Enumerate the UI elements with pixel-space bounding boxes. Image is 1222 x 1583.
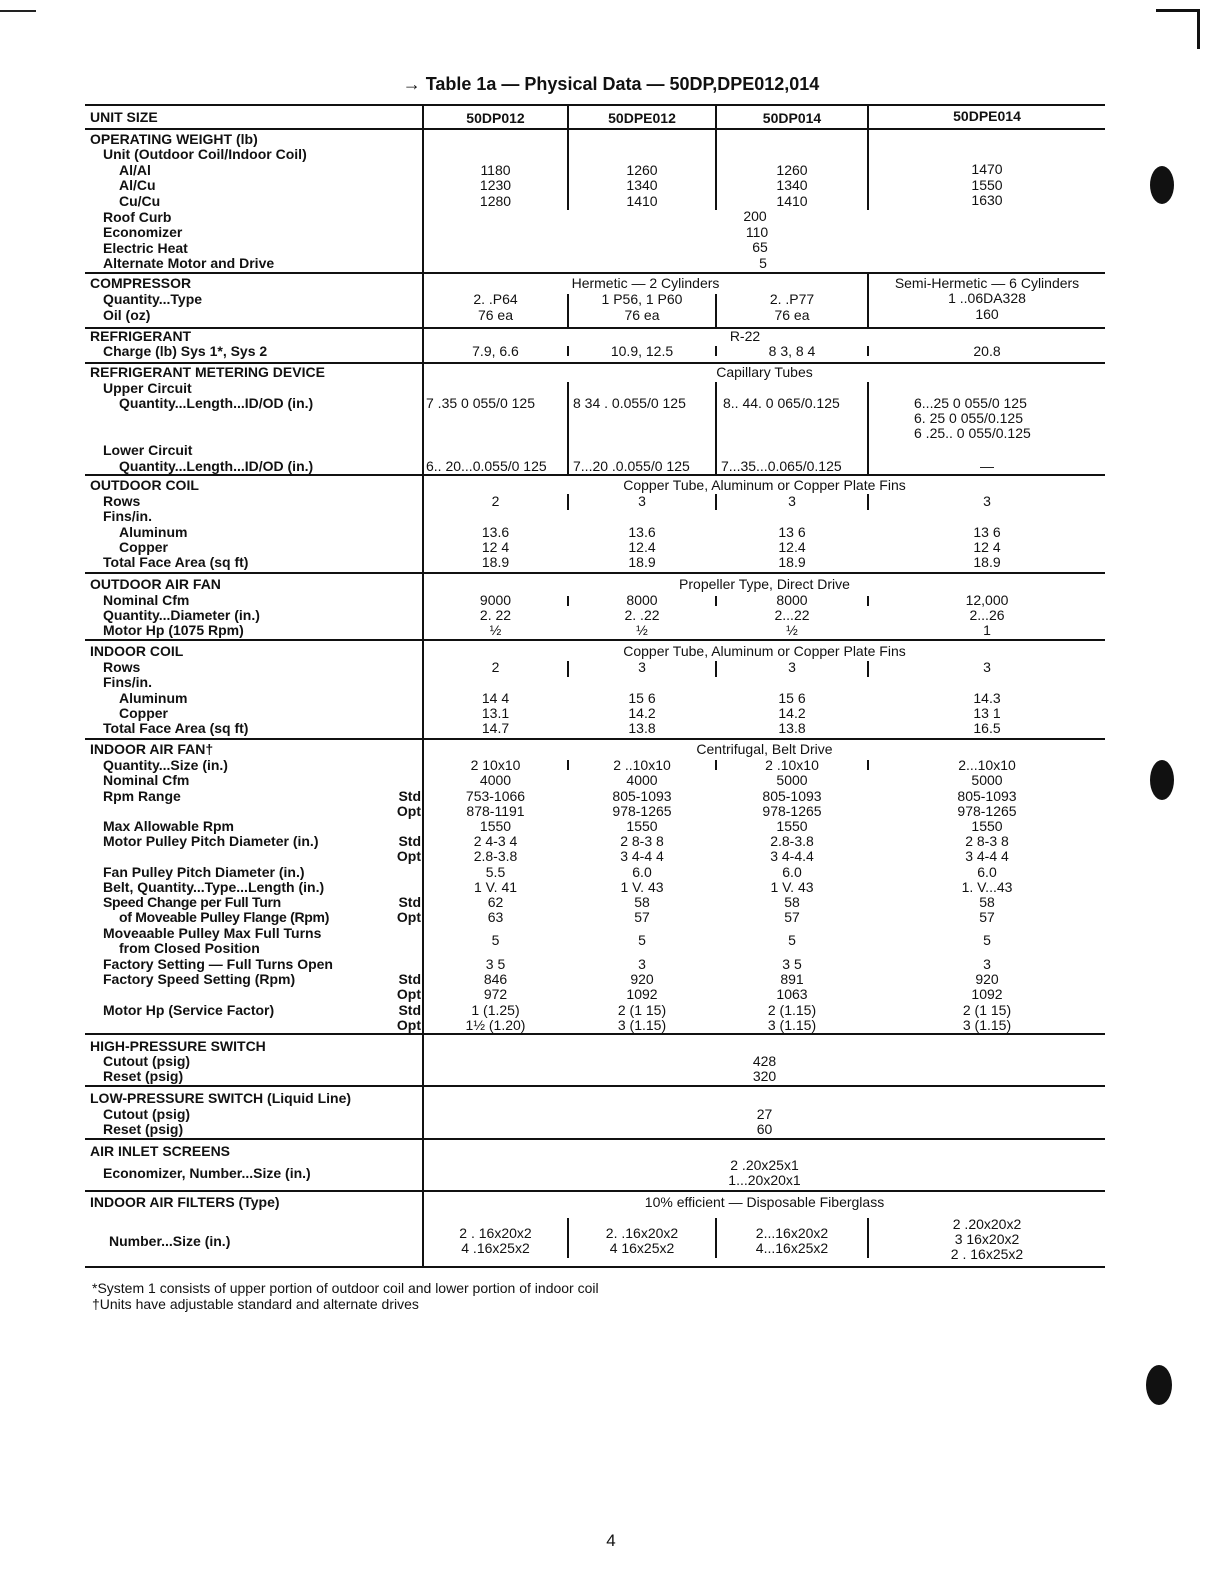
cell: 13.8 bbox=[778, 720, 806, 736]
cell: 12 4 bbox=[481, 539, 510, 555]
row-label: Total Face Area (sq ft) bbox=[103, 554, 249, 570]
cell: 62 bbox=[487, 894, 504, 910]
span-cell: Capillary Tubes bbox=[716, 364, 813, 380]
cell: 15 6 bbox=[778, 690, 806, 706]
row-label: Aluminum bbox=[119, 524, 188, 540]
cell: 14.2 bbox=[628, 705, 656, 721]
row-label: Speed Change per Full Turn bbox=[103, 894, 281, 910]
column-header: 50DPE014 bbox=[953, 108, 1021, 124]
cell: 3 4-4 4 bbox=[965, 848, 1009, 864]
cell: 3 4-4 4 bbox=[620, 848, 664, 864]
cell: 63 bbox=[487, 909, 504, 925]
cell: 1470 bbox=[971, 161, 1003, 177]
cell: 13.8 bbox=[628, 720, 656, 736]
section-heading: LOW-PRESSURE SWITCH (Liquid Line) bbox=[90, 1090, 352, 1106]
span-cell: Copper Tube, Aluminum or Copper Plate Fins bbox=[623, 477, 906, 493]
cell: 1 P56, 1 P60 bbox=[601, 291, 683, 307]
cell: 320 bbox=[752, 1068, 777, 1084]
opt-marker: Opt bbox=[396, 986, 421, 1002]
cell: 972 bbox=[483, 986, 508, 1002]
cell: 18.9 bbox=[973, 554, 1001, 570]
cell: 846 bbox=[483, 971, 508, 987]
cell: 878-1191 bbox=[466, 803, 525, 819]
cell: 2...10x10 bbox=[958, 757, 1016, 773]
span-cell: Semi-Hermetic — 6 Cylinders bbox=[894, 275, 1080, 291]
cell: 2. .P64 bbox=[473, 291, 518, 307]
cell: 2...16x20x2 bbox=[755, 1225, 829, 1241]
cell: 57 bbox=[979, 909, 995, 925]
cell: 7.9, 6.6 bbox=[472, 343, 519, 359]
cell: 6. 25 0 055/0.125 bbox=[914, 410, 1023, 426]
section-heading: INDOOR AIR FILTERS (Type) bbox=[90, 1194, 280, 1210]
cell: 13.6 bbox=[628, 524, 656, 540]
row-label: Nominal Cfm bbox=[103, 592, 190, 608]
row-label: Motor Hp (1075 Rpm) bbox=[103, 622, 244, 638]
cell: 3 bbox=[638, 659, 646, 675]
cell: 920 bbox=[975, 971, 999, 987]
span-cell: R-22 bbox=[729, 328, 761, 344]
cell: 58 bbox=[784, 894, 800, 910]
row-label: of Moveable Pulley Flange (Rpm) bbox=[119, 909, 330, 925]
cell: — bbox=[980, 458, 994, 474]
cell: 2 . 16x25x2 bbox=[950, 1246, 1024, 1262]
table-rule bbox=[85, 1190, 1105, 1192]
cell: 76 ea bbox=[774, 307, 810, 323]
row-label: Fins/in. bbox=[103, 674, 152, 690]
span-cell: Copper Tube, Aluminum or Copper Plate Fins bbox=[623, 643, 906, 659]
cell: 15 6 bbox=[628, 690, 656, 706]
cell: 1260 bbox=[776, 162, 808, 178]
cell: 160 bbox=[975, 306, 999, 322]
opt-marker: Opt bbox=[396, 848, 421, 864]
cell: 2.8-3.8 bbox=[770, 833, 814, 849]
section-heading: OUTDOOR AIR FAN bbox=[90, 576, 221, 592]
row-label: Fins/in. bbox=[103, 508, 152, 524]
cell: 20.8 bbox=[973, 343, 1001, 359]
cell: 4...16x25x2 bbox=[755, 1240, 829, 1256]
cell: 18.9 bbox=[628, 554, 656, 570]
cell: 8 34 . 0.055/0 125 bbox=[573, 395, 686, 411]
cell: 4000 bbox=[626, 772, 658, 788]
cell: 12.4 bbox=[628, 539, 656, 555]
span-cell: Centrifugal, Belt Drive bbox=[696, 741, 833, 757]
table-rule bbox=[85, 474, 1105, 476]
cell: 2.8-3.8 bbox=[473, 848, 518, 864]
cell: 891 bbox=[780, 971, 804, 987]
table-rule bbox=[85, 1266, 1105, 1268]
table-rule bbox=[85, 1033, 1105, 1035]
cell: 4 .16x25x2 bbox=[461, 1240, 530, 1256]
opt-marker: Opt bbox=[396, 803, 421, 819]
cell: 6.0 bbox=[782, 864, 802, 880]
cell: 753-1066 bbox=[465, 788, 526, 804]
punch-hole-icon bbox=[1146, 1365, 1172, 1405]
physical-data-table bbox=[85, 104, 1105, 1268]
opt-marker: Opt bbox=[396, 909, 421, 925]
cell: 3 16x20x2 bbox=[954, 1231, 1020, 1247]
row-label: Motor Pulley Pitch Diameter (in.) bbox=[103, 833, 319, 849]
cell: 3 (1.15) bbox=[617, 1017, 667, 1033]
cell: 8000 bbox=[626, 592, 658, 608]
row-label: Economizer, Number...Size (in.) bbox=[103, 1165, 311, 1181]
cell: 3 bbox=[788, 659, 796, 675]
cell: 1092 bbox=[971, 986, 1003, 1002]
span-cell: 10% efficient — Disposable Fiberglass bbox=[644, 1194, 885, 1210]
cell: 7 .35 0 055/0 125 bbox=[426, 395, 535, 411]
cell: 4 16x25x2 bbox=[609, 1240, 675, 1256]
cell: 8.. 44. 0 065/0.125 bbox=[723, 395, 840, 411]
column-header: 50DP014 bbox=[762, 110, 822, 126]
cell: 1 ..06DA328 bbox=[948, 290, 1026, 306]
cell: 1630 bbox=[971, 192, 1003, 208]
cell: 3 bbox=[983, 659, 991, 675]
row-label: Cutout (psig) bbox=[103, 1053, 191, 1069]
section-heading: REFRIGERANT bbox=[90, 328, 192, 344]
std-marker: Std bbox=[398, 971, 421, 987]
row-label: from Closed Position bbox=[119, 940, 260, 956]
row-label: Moveaable Pulley Max Full Turns bbox=[103, 925, 322, 941]
cell: 27 bbox=[756, 1106, 773, 1122]
cell: 2 (1 15) bbox=[962, 1002, 1012, 1018]
cell: 5000 bbox=[776, 772, 808, 788]
cell: 2 (1 15) bbox=[617, 1002, 667, 1018]
cell: 3 (1.15) bbox=[767, 1017, 817, 1033]
cell: 5000 bbox=[971, 772, 1003, 788]
cell: 1550 bbox=[971, 177, 1003, 193]
cell: 3 bbox=[788, 493, 796, 509]
row-label: Rows bbox=[103, 493, 141, 509]
cell: 1180 bbox=[480, 162, 511, 178]
table-rule bbox=[85, 639, 1105, 641]
cell: 1550 bbox=[776, 818, 808, 834]
cell: 978-1265 bbox=[957, 803, 1017, 819]
table-rule bbox=[85, 327, 1105, 329]
cell: 200 bbox=[743, 208, 767, 224]
cell: 12 4 bbox=[973, 539, 1001, 555]
row-label: Quantity...Length...ID/OD (in.) bbox=[119, 395, 314, 411]
row-label: Copper bbox=[119, 705, 168, 721]
scan-corner-mark-vertical bbox=[1197, 9, 1200, 49]
punch-hole-icon bbox=[1150, 166, 1174, 204]
column-header: 50DPE012 bbox=[608, 110, 676, 126]
cell: 57 bbox=[784, 909, 800, 925]
row-label: Total Face Area (sq ft) bbox=[103, 720, 249, 736]
cell: 8000 bbox=[776, 592, 808, 608]
table-title: → Table 1a — Physical Data — 50DP,DPE012,014 bbox=[402, 74, 820, 94]
cell: 1063 bbox=[776, 986, 808, 1002]
punch-hole-icon bbox=[1150, 760, 1174, 800]
table-rule bbox=[85, 128, 1105, 130]
cell: 2 8-3 8 bbox=[620, 833, 664, 849]
row-label: Max Allowable Rpm bbox=[103, 818, 234, 834]
cell: 13.1 bbox=[481, 705, 510, 721]
cell: 3 bbox=[638, 493, 646, 509]
span-cell: Propeller Type, Direct Drive bbox=[679, 576, 850, 592]
cell: 5 bbox=[638, 932, 646, 948]
cell: 1550 bbox=[971, 818, 1003, 834]
cell: 3 4-4.4 bbox=[770, 848, 814, 864]
section-heading: OUTDOOR COIL bbox=[90, 477, 199, 493]
row-label: Upper Circuit bbox=[103, 380, 192, 396]
cell: 2 8-3 8 bbox=[965, 833, 1009, 849]
cell: ½ bbox=[636, 622, 648, 638]
cell: 6.0 bbox=[977, 864, 997, 880]
cell: 14 4 bbox=[481, 690, 510, 706]
row-label: Cutout (psig) bbox=[103, 1106, 191, 1122]
cell: 1 V. 41 bbox=[473, 879, 518, 895]
row-label: Fan Pulley Pitch Diameter (in.) bbox=[103, 864, 305, 880]
cell: 3 bbox=[983, 493, 991, 509]
row-label: Unit (Outdoor Coil/Indoor Coil) bbox=[103, 146, 307, 162]
row-label: Lower Circuit bbox=[103, 442, 193, 458]
cell: 2 bbox=[491, 493, 500, 509]
cell: 13 6 bbox=[778, 524, 806, 540]
cell: 16.5 bbox=[973, 720, 1001, 736]
span-cell: Hermetic — 2 Cylinders bbox=[571, 275, 720, 291]
row-label: Rows bbox=[103, 659, 141, 675]
section-heading: INDOOR AIR FAN† bbox=[90, 741, 214, 757]
row-label: Quantity...Size (in.) bbox=[103, 757, 228, 773]
row-label: Al/Cu bbox=[119, 177, 156, 193]
cell: 2 10x10 bbox=[470, 757, 521, 773]
cell: 805-1093 bbox=[957, 788, 1017, 804]
cell: 58 bbox=[634, 894, 650, 910]
cell: 1260 bbox=[626, 162, 658, 178]
cell: 1280 bbox=[479, 193, 512, 209]
cell: 2...26 bbox=[969, 607, 1005, 623]
section-heading: OPERATING WEIGHT (lb) bbox=[90, 131, 258, 147]
table-rule bbox=[85, 572, 1105, 574]
cell: 65 bbox=[752, 239, 768, 255]
cell: 6.0 bbox=[632, 864, 652, 880]
cell: 1230 bbox=[479, 177, 512, 193]
cell: 6 .25.. 0 055/0.125 bbox=[914, 425, 1031, 441]
std-marker: Std bbox=[398, 788, 421, 804]
cell: 4000 bbox=[479, 772, 512, 788]
row-label: Copper bbox=[119, 539, 168, 555]
section-heading: COMPRESSOR bbox=[90, 275, 192, 291]
cell: 3 5 bbox=[485, 956, 506, 972]
cell: 1. V...43 bbox=[961, 879, 1013, 895]
footnote: †Units have adjustable standard and alternate drives bbox=[92, 1296, 419, 1312]
cell: 13.6 bbox=[481, 524, 510, 540]
cell: 2 4-3 4 bbox=[473, 833, 518, 849]
table-rule bbox=[85, 1138, 1105, 1140]
cell: 2. .P77 bbox=[769, 291, 815, 307]
cell: 5 bbox=[491, 932, 500, 948]
cell: 57 bbox=[634, 909, 650, 925]
cell: 12,000 bbox=[965, 592, 1009, 608]
section-heading: AIR INLET SCREENS bbox=[90, 1143, 231, 1159]
row-label: Reset (psig) bbox=[103, 1068, 184, 1084]
cell: 805-1093 bbox=[762, 788, 822, 804]
cell: 1092 bbox=[626, 986, 658, 1002]
cell: 2 bbox=[491, 659, 500, 675]
cell: 1 bbox=[983, 622, 991, 638]
cell: 978-1265 bbox=[612, 803, 672, 819]
row-label: Quantity...Diameter (in.) bbox=[103, 607, 260, 623]
cell: 6.. 20...0.055/0 125 bbox=[426, 458, 547, 474]
cell: 2 .10x10 bbox=[765, 757, 819, 773]
cell: 805-1093 bbox=[612, 788, 672, 804]
row-label: Factory Setting — Full Turns Open bbox=[103, 956, 333, 972]
std-marker: Std bbox=[398, 894, 421, 910]
cell: 5.5 bbox=[485, 864, 506, 880]
cell: 1...20x20x1 bbox=[728, 1172, 801, 1188]
row-label: Al/Al bbox=[119, 162, 151, 178]
scan-rule-top-left bbox=[0, 10, 36, 12]
cell: 9000 bbox=[479, 592, 512, 608]
cell: 18.9 bbox=[481, 554, 510, 570]
section-heading: HIGH-PRESSURE SWITCH bbox=[90, 1038, 266, 1054]
row-label: Roof Curb bbox=[103, 209, 172, 225]
row-label: Alternate Motor and Drive bbox=[103, 255, 275, 271]
cell: 978-1265 bbox=[762, 803, 822, 819]
row-label: Oil (oz) bbox=[103, 307, 151, 323]
page-number: 4 bbox=[606, 1531, 616, 1550]
cell: 920 bbox=[630, 971, 654, 987]
scan-corner-mark bbox=[1156, 9, 1200, 12]
cell: 7...20 .0.055/0 125 bbox=[573, 458, 690, 474]
cell: 3 bbox=[638, 956, 646, 972]
cell: 58 bbox=[979, 894, 995, 910]
cell: 76 ea bbox=[477, 307, 514, 323]
row-label: Quantity...Type bbox=[103, 291, 203, 307]
row-label: Motor Hp (Service Factor) bbox=[103, 1002, 275, 1018]
row-label: Cu/Cu bbox=[119, 193, 161, 209]
cell: 76 ea bbox=[624, 307, 660, 323]
cell: 14.2 bbox=[778, 705, 806, 721]
cell: 1½ (1.20) bbox=[465, 1017, 526, 1033]
cell: 8 3, 8 4 bbox=[768, 343, 816, 359]
cell: ½ bbox=[786, 622, 798, 638]
cell: 3 5 bbox=[782, 956, 802, 972]
cell: 2. .22 bbox=[624, 607, 660, 623]
cell: 1410 bbox=[776, 193, 808, 209]
cell: 60 bbox=[756, 1121, 773, 1137]
cell: 5 bbox=[983, 932, 991, 948]
cell: 5 bbox=[759, 255, 767, 271]
section-heading: INDOOR COIL bbox=[90, 643, 184, 659]
row-label: Belt, Quantity...Type...Length (in.) bbox=[103, 879, 325, 895]
cell: 18.9 bbox=[778, 554, 806, 570]
cell: 5 bbox=[788, 932, 796, 948]
table-rule bbox=[85, 738, 1105, 740]
section-heading: REFRIGERANT METERING DEVICE bbox=[90, 364, 325, 380]
cell: 2 . 16x20x2 bbox=[459, 1225, 532, 1241]
cell: 3 (1.15) bbox=[962, 1017, 1012, 1033]
row-label: Factory Speed Setting (Rpm) bbox=[103, 971, 296, 987]
row-label: Electric Heat bbox=[103, 240, 188, 256]
row-label: Economizer bbox=[103, 224, 183, 240]
col-divider bbox=[715, 382, 717, 476]
opt-marker: Opt bbox=[396, 1017, 421, 1033]
cell: 6...25 0 055/0 125 bbox=[914, 395, 1027, 411]
cell: 1 V. 43 bbox=[620, 879, 664, 895]
cell: 2. 22 bbox=[479, 607, 512, 623]
cell: 14.3 bbox=[973, 690, 1001, 706]
cell: 1340 bbox=[776, 177, 808, 193]
cell: 110 bbox=[745, 224, 769, 240]
cell: 1340 bbox=[626, 177, 658, 193]
cell: 10.9, 12.5 bbox=[610, 343, 674, 359]
cell: 2 .20x25x1 bbox=[730, 1157, 799, 1173]
cell: 1 V. 43 bbox=[770, 879, 814, 895]
std-marker: Std bbox=[398, 1002, 421, 1018]
col-divider bbox=[567, 382, 569, 476]
cell: 428 bbox=[752, 1053, 777, 1069]
cell: 2 (1.15) bbox=[767, 1002, 817, 1018]
cell: 13 6 bbox=[973, 524, 1001, 540]
cell: 2. .16x20x2 bbox=[605, 1225, 679, 1241]
cell: 1410 bbox=[626, 193, 658, 209]
cell: 12.4 bbox=[778, 539, 806, 555]
std-marker: Std bbox=[398, 833, 421, 849]
cell: 13 1 bbox=[973, 705, 1001, 721]
row-label: Rpm Range bbox=[103, 788, 181, 804]
row-label: Reset (psig) bbox=[103, 1121, 184, 1137]
cell: 7...35...0.065/0.125 bbox=[721, 458, 842, 474]
cell: 2 .20x20x2 bbox=[952, 1216, 1022, 1232]
row-label: Number...Size (in.) bbox=[109, 1233, 231, 1249]
row-label: Nominal Cfm bbox=[103, 772, 190, 788]
table-rule bbox=[85, 104, 1105, 106]
table-rule bbox=[85, 272, 1105, 274]
cell: 1 (1.25) bbox=[471, 1002, 520, 1018]
column-header: 50DP012 bbox=[466, 110, 525, 126]
cell: 2 ..10x10 bbox=[613, 757, 671, 773]
cell: 14.7 bbox=[481, 720, 510, 736]
cell: 3 bbox=[983, 956, 991, 972]
row-label: Charge (lb) Sys 1*, Sys 2 bbox=[103, 343, 268, 359]
table-rule bbox=[85, 1085, 1105, 1087]
row-label: Quantity...Length...ID/OD (in.) bbox=[119, 458, 314, 474]
cell: 2...22 bbox=[774, 607, 810, 623]
cell: 1550 bbox=[626, 818, 658, 834]
row-label: Aluminum bbox=[119, 690, 188, 706]
cell: ½ bbox=[489, 622, 502, 638]
cell: 1550 bbox=[479, 818, 512, 834]
footnote: *System 1 consists of upper portion of outdoor coil and lower portion of indoor coil bbox=[92, 1280, 599, 1296]
unit-size-label: UNIT SIZE bbox=[90, 109, 158, 125]
